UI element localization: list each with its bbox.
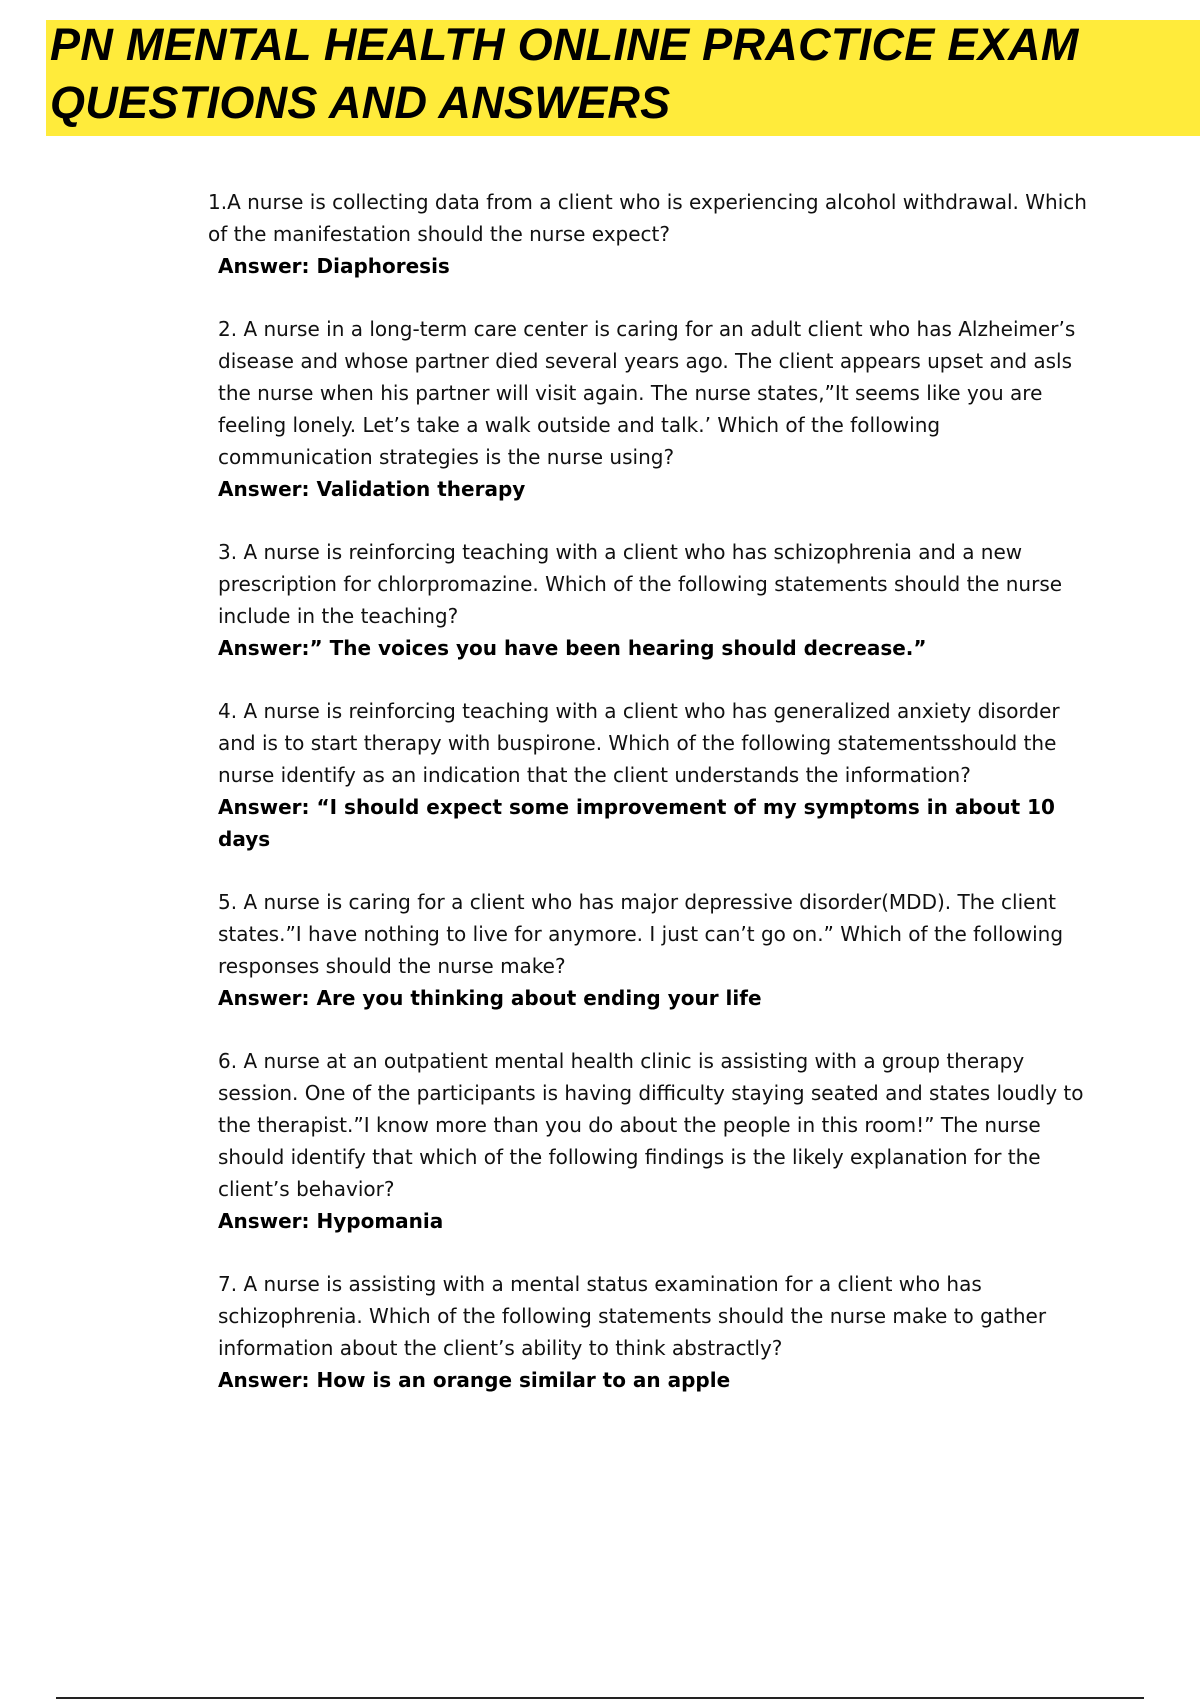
page-title: PN MENTAL HEALTH ONLINE PRACTICE EXAM QUESTIONS AND ANSWERS — [50, 19, 1079, 128]
question-text: 1.A nurse is collecting data from a client who is experiencing alcohol withdrawal. Which of the manifestation should the nurse expect? — [208, 190, 1087, 246]
question-text: 7. A nurse is assisting with a mental status examination for a client who has schizophrenia. Which of the following statements should the nurse make to gather information about the client’s ability to think abstractly? — [218, 1272, 1047, 1360]
question-item-1 — [208, 186, 1088, 282]
answer-text: Answer: How is an orange similar to an apple — [218, 1368, 731, 1392]
question-text: 6. A nurse at an outpatient mental health clinic is assisting with a group therapy session. One of the participants is having difficulty staying seated and states loudly to the therapist.”I know more than you do about the people in this room!” The nurse should identify that which of the following findings is the likely explanation for the client’s behavior? — [218, 1049, 1084, 1201]
footer-divider — [56, 1697, 1144, 1699]
answer-text: Answer: Are you thinking about ending your life — [218, 986, 762, 1010]
answer-text: Answer: Validation therapy — [218, 477, 526, 501]
question-item-2 — [218, 313, 1088, 505]
question-item-5 — [218, 886, 1088, 1014]
answer-text: Answer: “I should expect some improvement of my symptoms in about 10 days — [218, 795, 1055, 851]
question-item-3 — [218, 536, 1088, 664]
question-text: 2. A nurse in a long-term care center is caring for an adult client who has Alzheimer’s disease and whose partner died several years ago. The client appears upset and asls the nurse when his partner will visit again. The nurse states,”It seems like you are feeling lonely. Let’s take a walk outside and talk.’ Which of the following communication strategies is the nurse using? — [218, 317, 1076, 469]
answer-text: Answer: Hypomania — [218, 1209, 444, 1233]
question-list — [208, 186, 1088, 1427]
question-item-7 — [218, 1268, 1088, 1396]
answer-text: Answer: Diaphoresis — [218, 254, 450, 278]
question-item-6 — [218, 1045, 1088, 1237]
question-text: 3. A nurse is reinforcing teaching with a client who has schizophrenia and a new prescription for chlorpromazine. Which of the following statements should the nurse include in the teaching? — [218, 540, 1063, 628]
question-text: 5. A nurse is caring for a client who has major depressive disorder(MDD). The client states.”I have nothing to live for anymore. I just can’t go on.” Which of the following responses should the nurse make? — [218, 890, 1064, 978]
answer-text: Answer:” The voices you have been hearing should decrease.” — [218, 636, 927, 660]
question-text: 4. A nurse is reinforcing teaching with a client who has generalized anxiety disorder and is to start therapy with buspirone. Which of the following statementsshould the nurse identify as an indication that the client understands the information? — [218, 699, 1060, 787]
question-item-4 — [218, 695, 1088, 855]
